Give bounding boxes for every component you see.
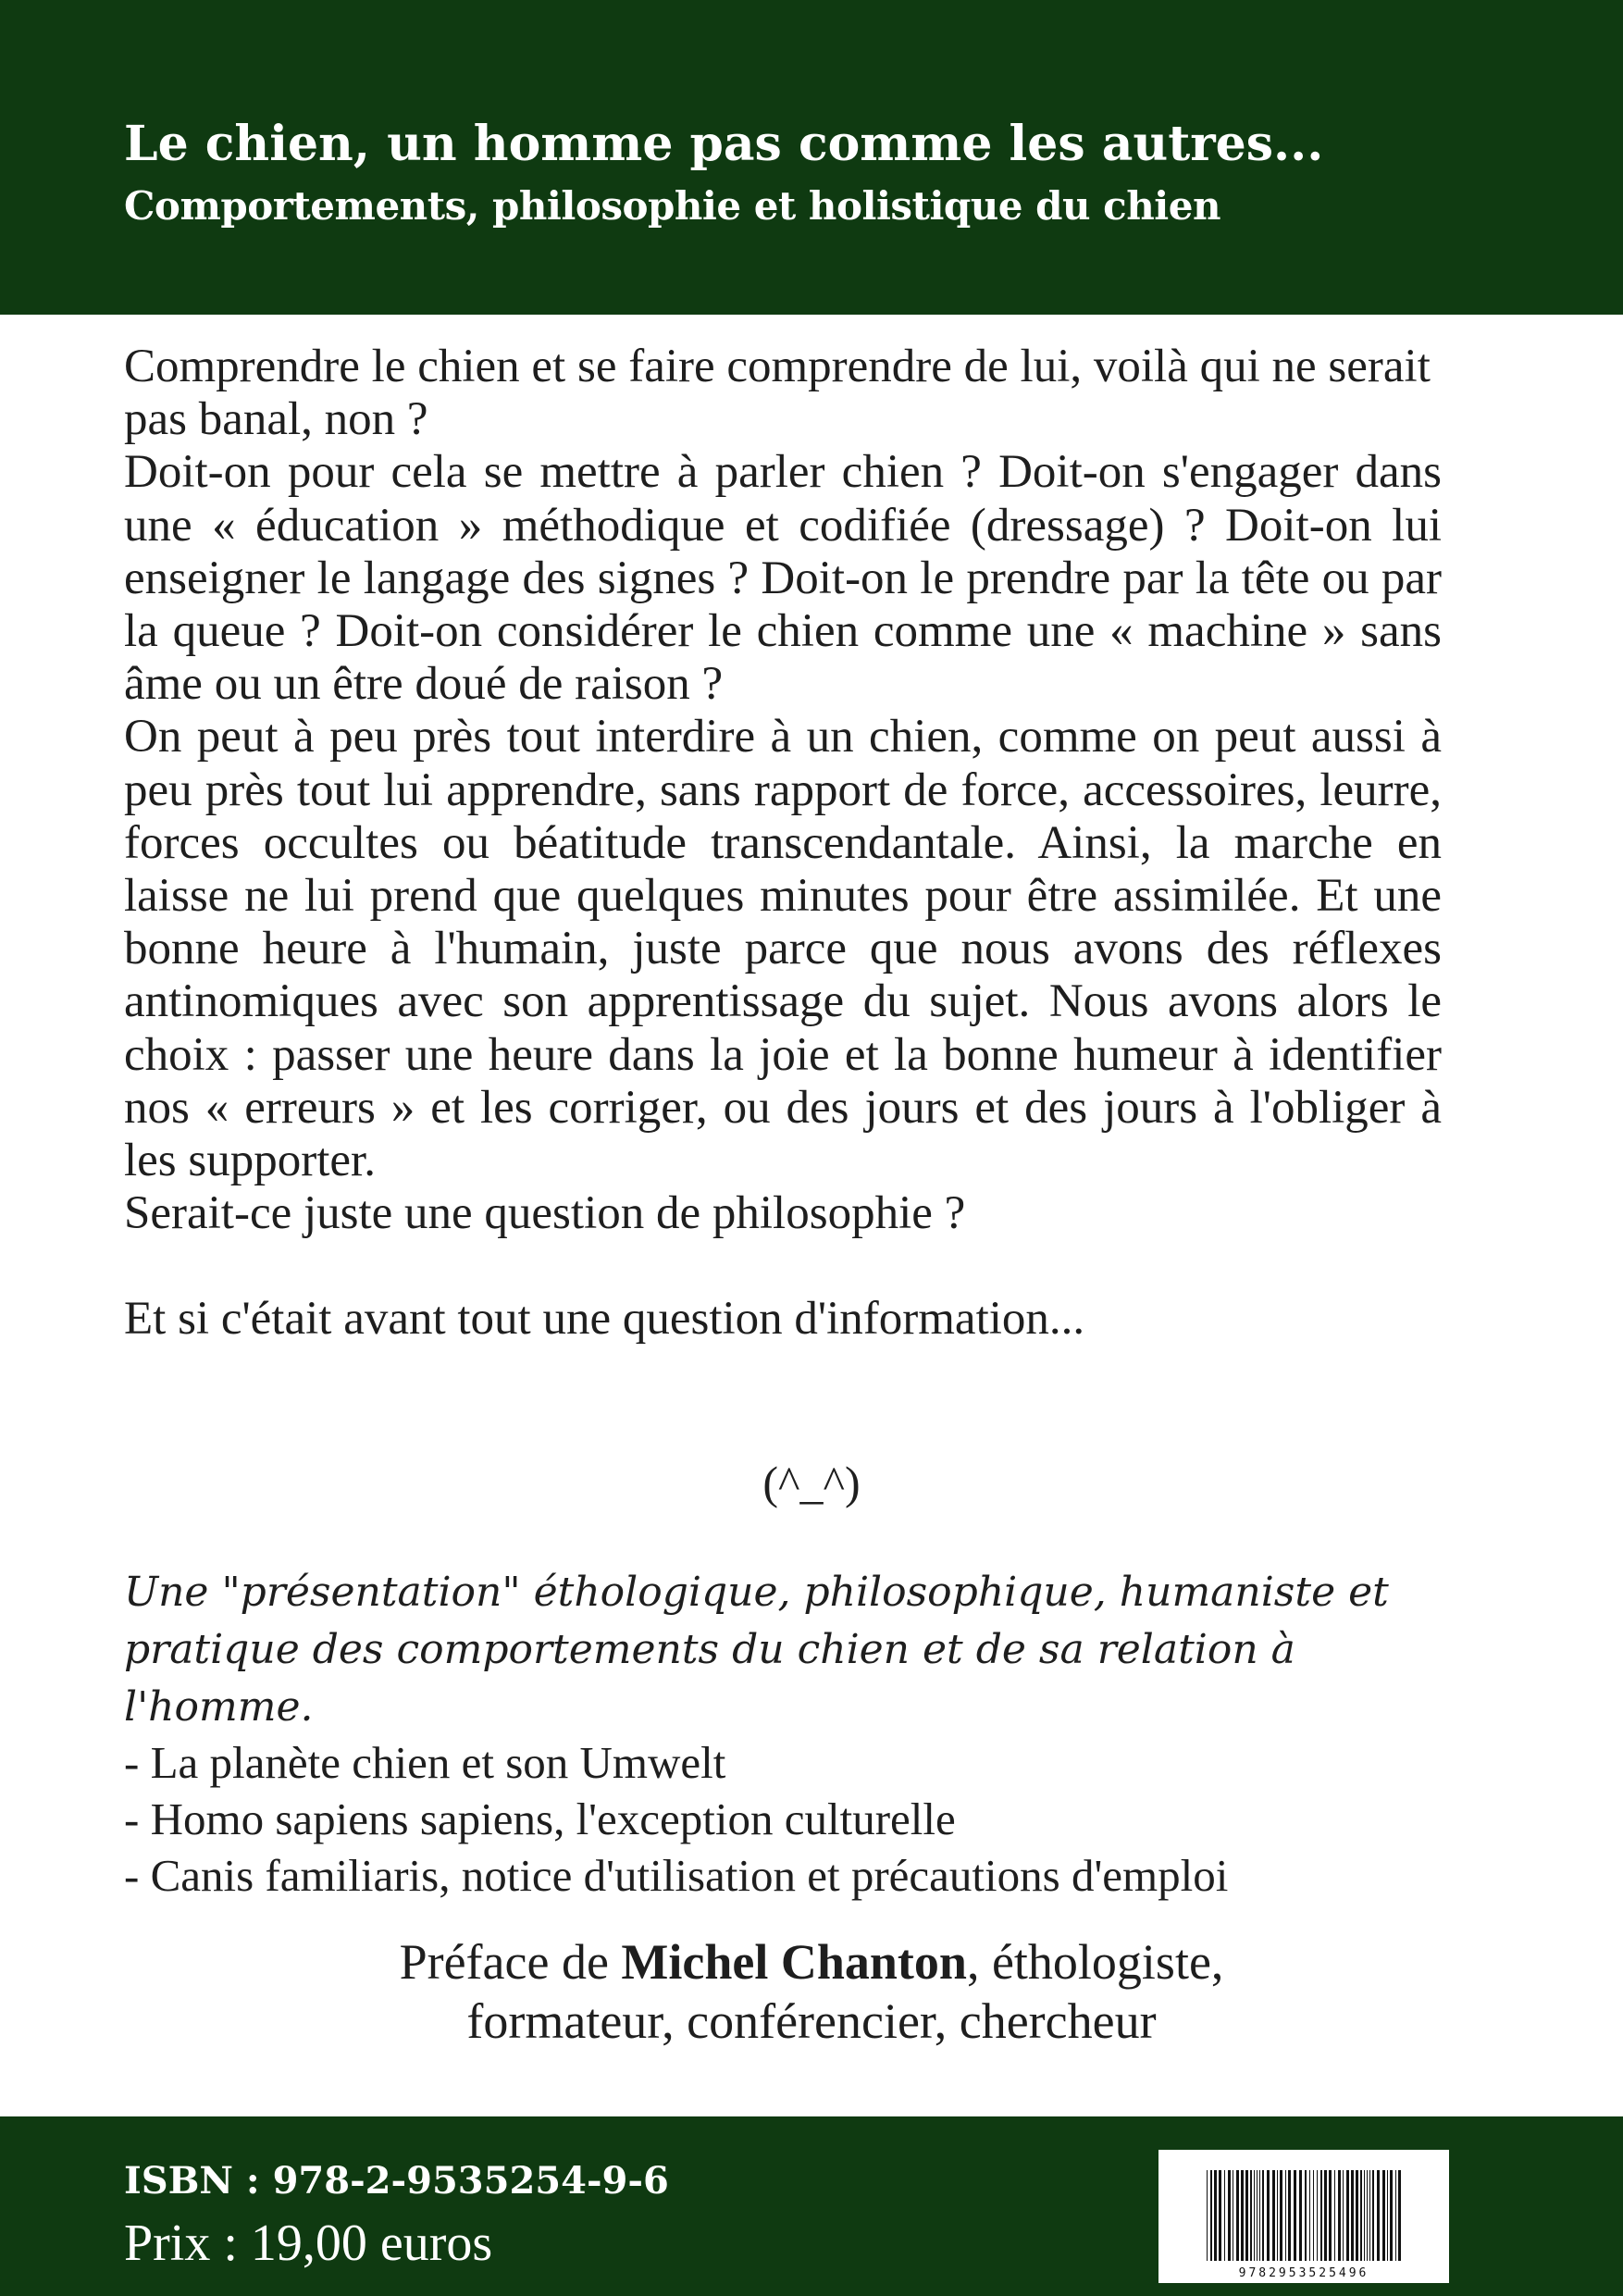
preface-credit bbox=[0, 1932, 1623, 2051]
barcode-bar bbox=[1299, 2170, 1302, 2261]
book-subtitle: Comportements, philosophie et holistique du chien bbox=[124, 183, 1220, 229]
barcode-bar bbox=[1219, 2170, 1221, 2261]
barcode-bar bbox=[1262, 2170, 1264, 2261]
barcode-bar bbox=[1320, 2170, 1322, 2261]
barcode-bar bbox=[1288, 2170, 1291, 2261]
barcode-bar bbox=[1267, 2170, 1270, 2261]
paragraph-information: Et si c'était avant tout une question d'information... bbox=[124, 1293, 1085, 1346]
barcode-bar bbox=[1398, 2170, 1401, 2261]
barcode-bar bbox=[1259, 2170, 1260, 2261]
barcode-bar bbox=[1367, 2170, 1368, 2261]
barcode-bar bbox=[1324, 2170, 1327, 2261]
barcode-bar bbox=[1390, 2170, 1393, 2261]
isbn-label: ISBN : 978-2-9535254-9-6 bbox=[124, 2159, 669, 2203]
barcode-bar bbox=[1334, 2170, 1335, 2261]
contents-list bbox=[124, 1736, 1466, 1905]
book-title: Le chien, un homme pas comme les autres... bbox=[124, 116, 1324, 172]
blurb-text bbox=[124, 341, 1442, 1347]
barcode-bar bbox=[1207, 2170, 1208, 2261]
barcode-bar bbox=[1272, 2170, 1275, 2261]
list-item: - La planète chien et son Umwelt bbox=[124, 1737, 726, 1788]
barcode-bar bbox=[1228, 2170, 1231, 2261]
barcode-bar bbox=[1309, 2170, 1310, 2261]
barcode-bar bbox=[1210, 2170, 1212, 2261]
preface-role-line2: formateur, conférencier, chercheur bbox=[466, 1993, 1157, 2049]
barcode-bar bbox=[1356, 2170, 1358, 2261]
barcode-bar bbox=[1351, 2170, 1354, 2261]
preface-author: Michel Chanton bbox=[621, 1934, 967, 1990]
barcode-bar bbox=[1250, 2170, 1252, 2261]
barcode-bar bbox=[1241, 2170, 1244, 2261]
list-item: - Homo sapiens sapiens, l'exception culturelle bbox=[124, 1793, 956, 1844]
barcode-bar bbox=[1338, 2170, 1341, 2261]
paragraph-questions: Doit-on pour cela se mettre à parler chien ? Doit-on s'engager dans une « éducation » méthodique et codifiée (dressage) ? Doit-on lui enseigner le langage des signes ? Doit-on le prendre par la tête ou par la queue ? Doit-on considérer le chien comme une « machine » sans âme ou un être doué de raison ? bbox=[124, 446, 1442, 711]
barcode-bar bbox=[1214, 2170, 1217, 2261]
paragraph-philosophy: Serait-ce juste une question de philosophie ? bbox=[124, 1187, 966, 1240]
barcode-bar bbox=[1382, 2170, 1385, 2261]
barcode-bar bbox=[1305, 2170, 1307, 2261]
smiley-emoticon: (^_^) bbox=[762, 1457, 861, 1508]
list-item: - Canis familiaris, notice d'utilisation et précautions d'emploi bbox=[124, 1850, 1229, 1901]
barcode-bar bbox=[1329, 2170, 1332, 2261]
barcode-bar bbox=[1317, 2170, 1318, 2261]
barcode-bar bbox=[1254, 2170, 1255, 2261]
presentation-text: Une "présentation" éthologique, philosophique, humaniste et pratique des comportements du chien et de sa relation à l'homme. bbox=[124, 1569, 1389, 1731]
barcode bbox=[1158, 2150, 1449, 2283]
barcode-bar bbox=[1372, 2170, 1374, 2261]
barcode-bar bbox=[1313, 2170, 1314, 2261]
barcode-bar bbox=[1245, 2170, 1248, 2261]
barcode-bar bbox=[1387, 2170, 1388, 2261]
preface-role: , éthologiste, bbox=[966, 1934, 1224, 1990]
barcode-bar bbox=[1364, 2170, 1365, 2261]
barcode-bar bbox=[1377, 2170, 1380, 2261]
barcode-bar bbox=[1257, 2170, 1258, 2261]
barcode-bar bbox=[1285, 2170, 1286, 2261]
barcode-bar bbox=[1277, 2170, 1278, 2261]
barcode-digits: 9782953525496 bbox=[1238, 2266, 1369, 2280]
paragraph-intro: Comprendre le chien et se faire comprendre de lui, voilà qui ne serait pas banal, non ? bbox=[124, 341, 1431, 446]
barcode-bar bbox=[1360, 2170, 1362, 2261]
barcode-bar bbox=[1224, 2170, 1225, 2261]
barcode-bar bbox=[1346, 2170, 1349, 2261]
barcode-bar bbox=[1280, 2170, 1282, 2261]
barcode-bar bbox=[1343, 2170, 1344, 2261]
barcode-icon bbox=[1158, 2150, 1449, 2283]
paragraph-training: On peut à peu près tout interdire à un chien, comme on peut aussi à peu près tout lui apprendre, sans rapport de force, accessoires, leurre, forces occultes ou béatitude transcendantale. Ainsi, la marche en laisse ne lui prend que quelques minutes pour être assimilée. Et une bonne heure à l'humain, juste parce que nous avons des réflexes antinomiques avec son apprentissage du sujet. Nous avons alors le choix : passer une heure dans la joie et la bonne humeur à identifier nos « erreurs » et les corriger, ou des jours et des jours à l'obliger à les supporter. bbox=[124, 711, 1442, 1187]
barcode-bar bbox=[1294, 2170, 1296, 2261]
barcode-bar bbox=[1395, 2170, 1396, 2261]
price-label: Prix : 19,00 euros bbox=[124, 2215, 493, 2272]
preface-prefix: Préface de bbox=[399, 1934, 622, 1990]
barcode-bar bbox=[1236, 2170, 1239, 2261]
barcode-bar bbox=[1369, 2170, 1370, 2261]
